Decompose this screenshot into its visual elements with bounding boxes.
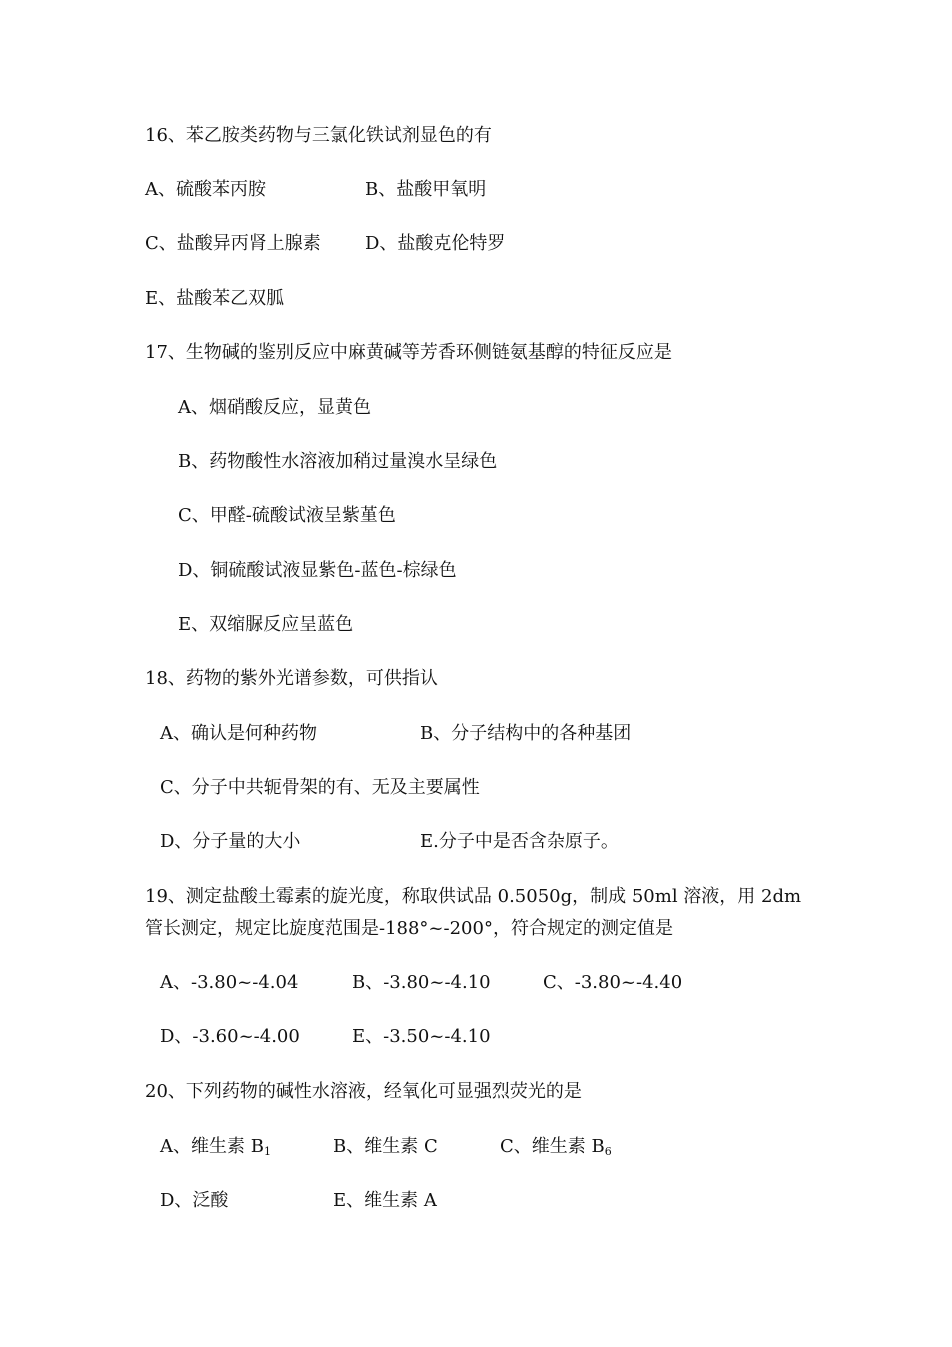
- question-19-option-b: B、-3.80~-4.10: [352, 972, 491, 993]
- question-19-stem-line2: 管长测定，规定比旋度范围是-188°~-200°，符合规定的测定值是: [145, 918, 673, 939]
- question-20-option-d: D、泛酸: [160, 1190, 229, 1211]
- question-19-option-a: A、-3.80~-4.04: [160, 972, 299, 993]
- question-19-option-e: E、-3.50~-4.10: [352, 1026, 491, 1047]
- question-17-stem: 17、生物碱的鉴别反应中麻黄碱等芳香环侧链氨基醇的特征反应是: [145, 342, 672, 363]
- question-19-option-c: C、-3.80~-4.40: [543, 972, 683, 993]
- question-20-option-b: B、维生素 C: [333, 1136, 438, 1157]
- question-19-stem-line1: 19、测定盐酸土霉素的旋光度，称取供试品 0.5050g，制成 50ml 溶液，用 2dm: [145, 886, 802, 907]
- question-20-option-a-subscript: 1: [263, 1145, 271, 1158]
- question-16-option-a: A、硫酸苯丙胺: [145, 179, 266, 200]
- question-20-option-c: [500, 1135, 612, 1164]
- question-20-option-e: E、维生素 A: [333, 1190, 437, 1211]
- question-19-option-d: D、-3.60~-4.00: [160, 1026, 300, 1047]
- question-16-stem: 16、苯乙胺类药物与三氯化铁试剂显色的有: [145, 125, 492, 146]
- question-20-option-c-text: C、维生素 B: [500, 1136, 605, 1157]
- question-17-option-d: D、铜硫酸试液显紫色-蓝色-棕绿色: [178, 560, 457, 581]
- question-18-option-b: B、分子结构中的各种基团: [420, 723, 632, 744]
- question-17-option-c: C、甲醛-硫酸试液呈紫堇色: [178, 505, 396, 526]
- question-17-option-e: E、双缩脲反应呈蓝色: [178, 614, 354, 635]
- question-17-option-a: A、烟硝酸反应，显黄色: [178, 397, 371, 418]
- question-18-option-c: C、分子中共轭骨架的有、无及主要属性: [160, 777, 480, 798]
- question-18-stem: 18、药物的紫外光谱参数，可供指认: [145, 668, 438, 689]
- question-16-option-b: B、盐酸甲氧明: [365, 179, 487, 200]
- question-18-option-a: A、确认是何种药物: [160, 723, 317, 744]
- question-17-option-b: B、药物酸性水溶液加稍过量溴水呈绿色: [178, 451, 498, 472]
- question-20-option-a: [160, 1135, 271, 1164]
- question-18-option-d: D、分子量的大小: [160, 831, 301, 852]
- question-20-option-c-subscript: 6: [604, 1145, 612, 1158]
- question-18-option-e: E.分子中是否含杂原子。: [420, 831, 619, 852]
- question-20-option-a-text: A、维生素 B: [160, 1136, 264, 1157]
- question-16-option-c: C、盐酸异丙肾上腺素: [145, 233, 321, 254]
- question-16-option-d: D、盐酸克伦特罗: [365, 233, 506, 254]
- question-16-option-e: E、盐酸苯乙双胍: [145, 288, 285, 309]
- question-20-stem: 20、下列药物的碱性水溶液，经氧化可显强烈荧光的是: [145, 1081, 582, 1102]
